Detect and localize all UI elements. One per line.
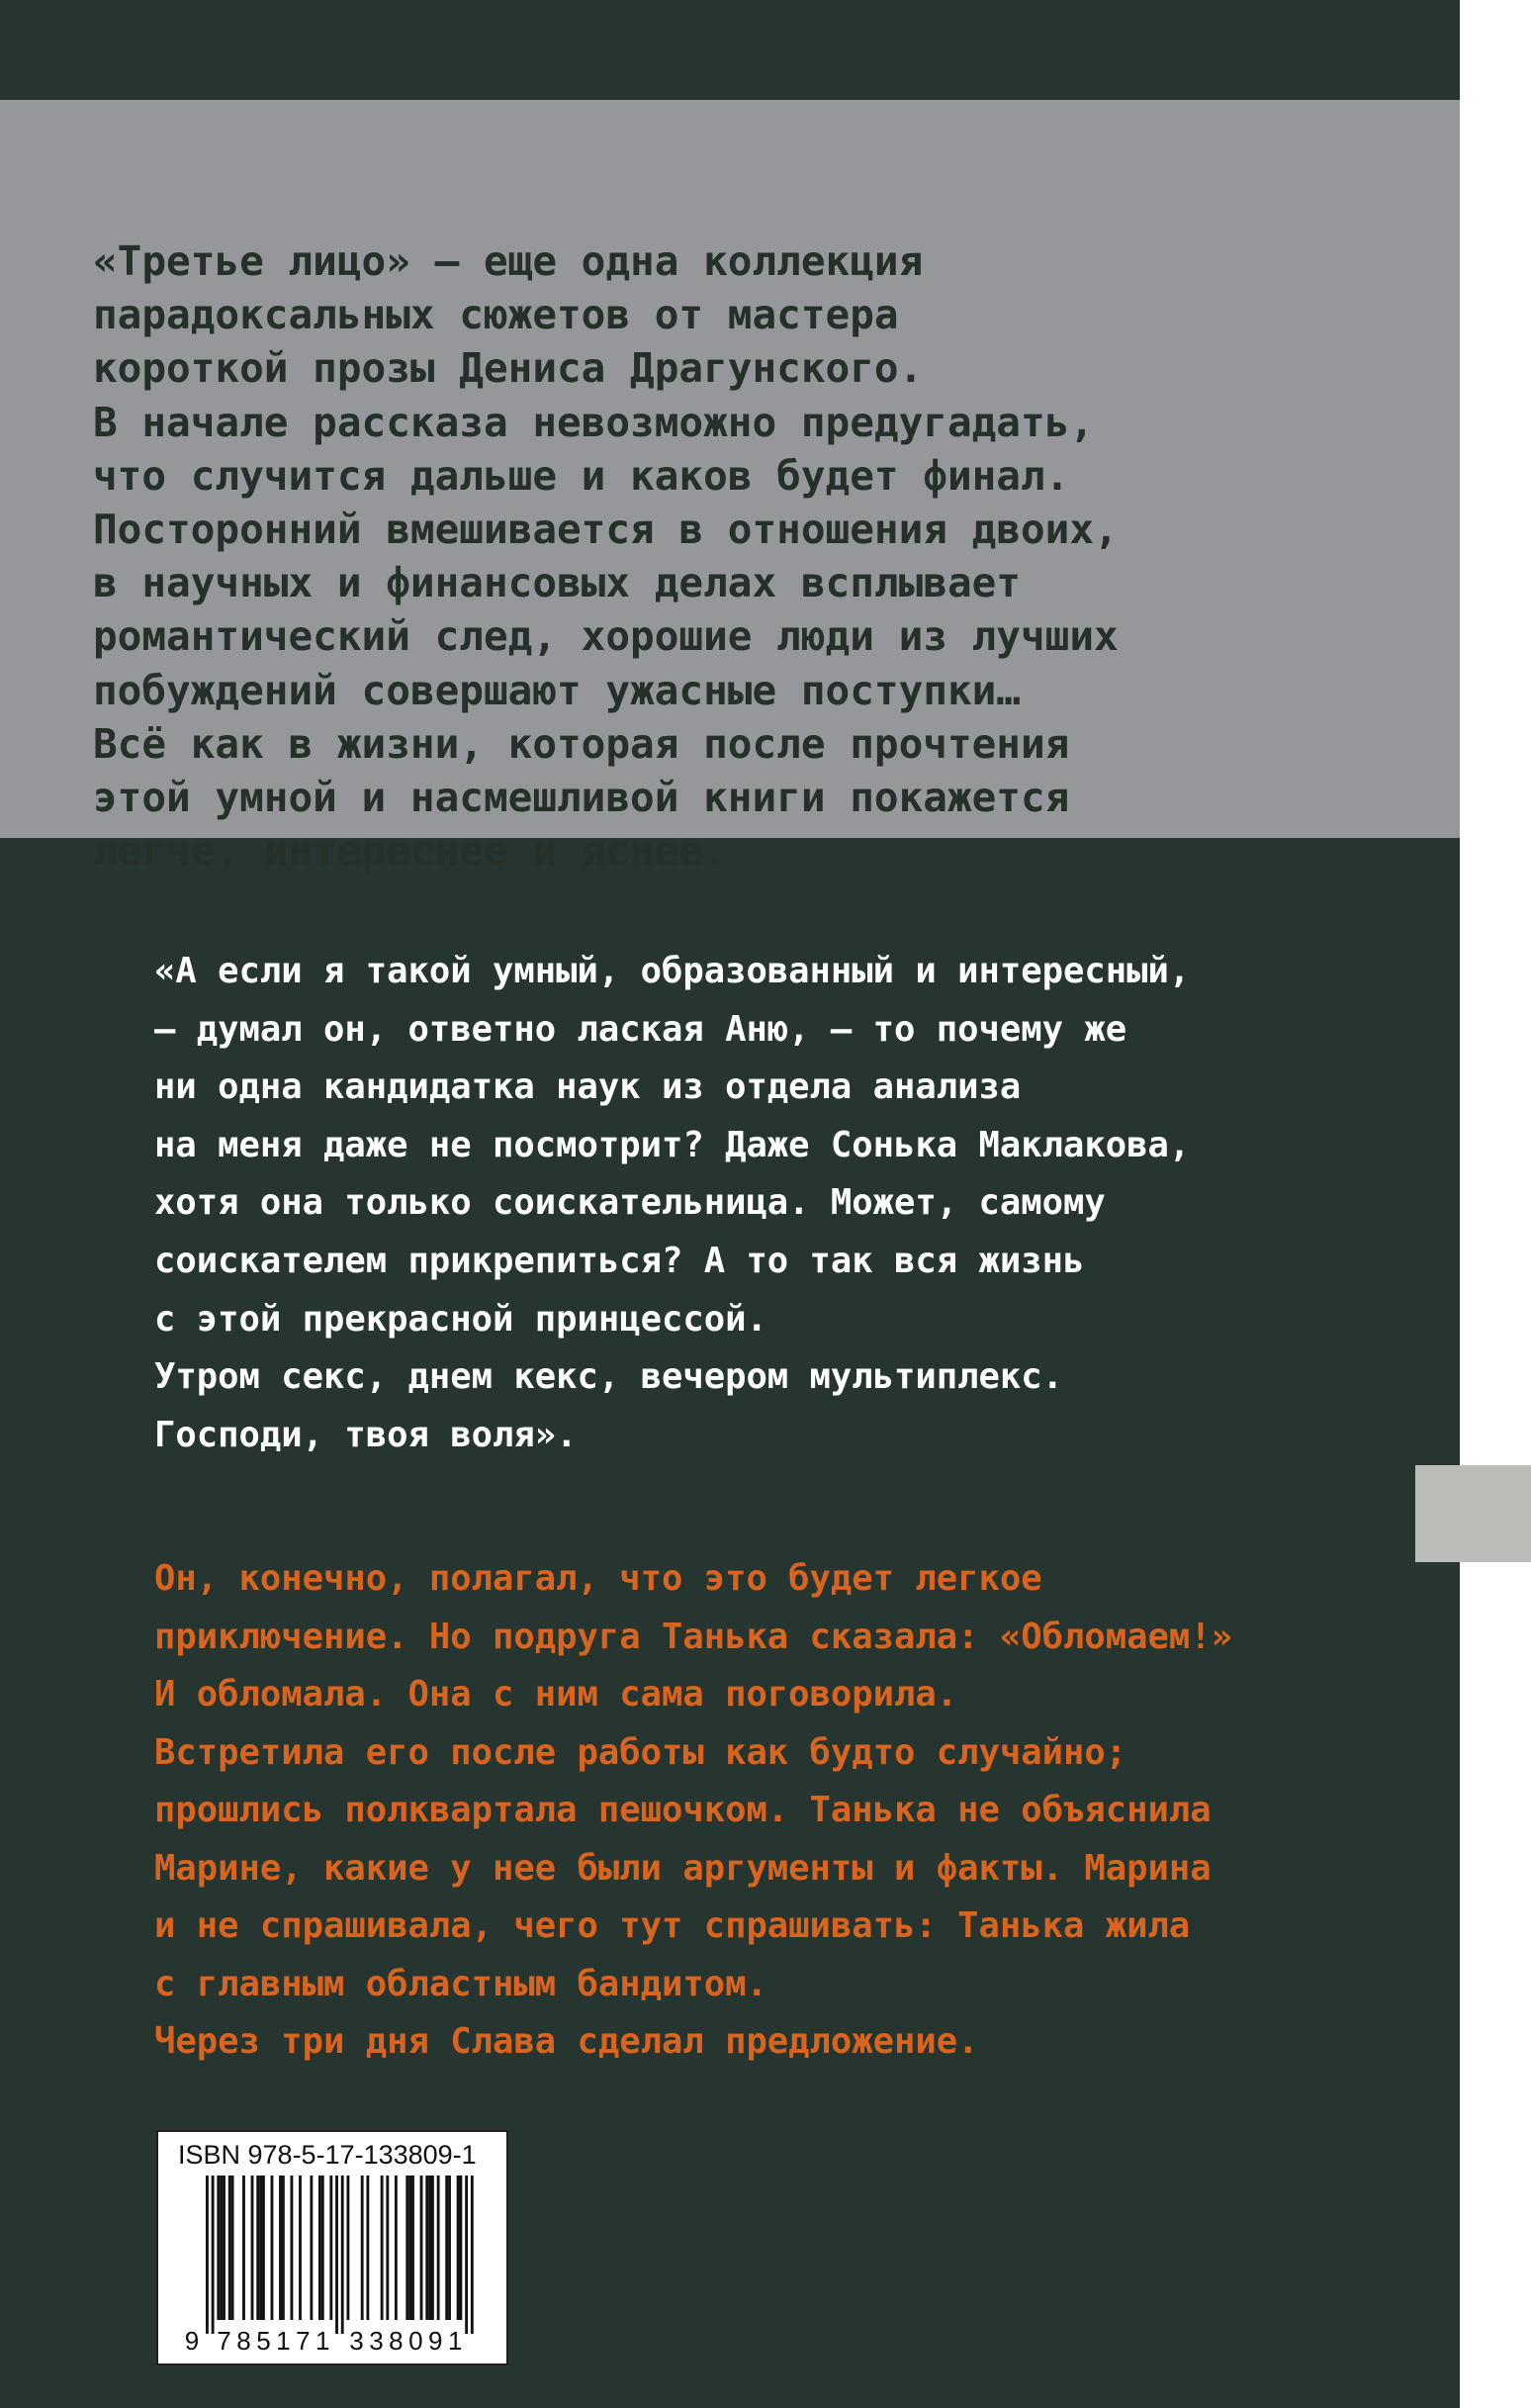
barcode-bar xyxy=(282,2176,285,2320)
barcode-bar xyxy=(212,2176,215,2334)
barcode-bar xyxy=(335,2176,338,2334)
excerpt-line: Марине, какие у нее были аргументы и факты. Марина xyxy=(154,1847,1212,1889)
excerpt-line: Он, конечно, полагал, что это будет легкое xyxy=(154,1558,1042,1599)
barcode-digit: 3 xyxy=(349,2326,364,2354)
barcode-bar xyxy=(428,2176,431,2320)
barcode-bar xyxy=(411,2176,414,2320)
excerpt-line: Через три дня Слава сделал предложение. xyxy=(154,2021,979,2062)
barcode-bar xyxy=(279,2176,282,2320)
barcode-bar xyxy=(457,2176,460,2320)
annotation-line: этой умной и насмешливой книги покажется xyxy=(93,774,1070,822)
barcode-bar xyxy=(262,2176,265,2320)
excerpt-line: Господи, твоя воля». xyxy=(154,1414,578,1455)
annotation-line: побуждений совершают ужасные поступки… xyxy=(93,666,1021,714)
barcode-digit: 3 xyxy=(369,2326,384,2354)
barcode-digit: 1 xyxy=(447,2326,463,2354)
excerpt-line: — думал он, ответно лаская Аню, — то почему же xyxy=(154,1008,1127,1050)
barcode-bar xyxy=(361,2176,364,2320)
barcode-bar xyxy=(251,2176,254,2320)
barcode-bar xyxy=(299,2176,302,2320)
annotation-line: Всё как в жизни, которая после прочтения xyxy=(93,719,1070,768)
barcode-bar xyxy=(448,2176,451,2320)
excerpt-line: «А если я такой умный, образованный и интересный, xyxy=(154,951,1191,991)
excerpt-white xyxy=(154,943,1190,1464)
annotation-line: что случится дальше и каков будет финал. xyxy=(93,451,1070,500)
annotation-line: короткой прозы Дениса Драгунского. xyxy=(93,344,924,393)
excerpt-line: хотя она только соискательница. Может, самому xyxy=(154,1182,1106,1224)
book-annotation xyxy=(93,234,1119,878)
excerpt-line: приключение. Но подруга Танька сказала: «Обломаем!» xyxy=(154,1616,1233,1657)
annotation-line: парадоксальных сюжетов от мастера xyxy=(93,291,899,339)
barcode-digit: 5 xyxy=(256,2326,271,2354)
barcode xyxy=(184,2176,481,2354)
barcode-bar xyxy=(465,2176,468,2334)
excerpt-line: Утром секс, днем кекс, вечером мультиплекс. xyxy=(154,1356,1064,1398)
barcode-bar xyxy=(291,2176,294,2320)
barcode-bar xyxy=(256,2176,259,2320)
barcode-bar xyxy=(381,2176,384,2320)
excerpt-line: ни одна кандидатка наук из отдела анализа xyxy=(154,1066,1022,1108)
excerpt-line: И обломала. Она с ним сама поговорила. xyxy=(154,1674,958,1714)
barcode-bar xyxy=(386,2176,389,2320)
annotation-line: легче, интереснее и яснее. xyxy=(93,827,728,876)
annotation-line: в научных и финансовых делах всплывает xyxy=(93,559,1021,607)
barcode-digit: 7 xyxy=(217,2326,231,2354)
excerpt-line: прошлись полквартала пешочком. Танька не объяснила xyxy=(154,1790,1212,1830)
barcode-digit: 7 xyxy=(296,2326,311,2354)
annotation-band xyxy=(0,100,1460,876)
annotation-line: «Третье лицо» — еще одна коллекция xyxy=(93,237,924,285)
barcode-digit: 0 xyxy=(408,2326,423,2354)
barcode-bar xyxy=(310,2176,313,2320)
barcode-bar xyxy=(341,2176,344,2334)
barcode-digit: 1 xyxy=(315,2326,330,2354)
excerpt-orange xyxy=(154,1550,1232,2072)
annotation-line: Посторонний вмешивается в отношения двоих, xyxy=(93,506,1119,554)
barcode-digit: 1 xyxy=(276,2326,291,2354)
barcode-bar xyxy=(206,2176,209,2334)
excerpt-line: с главным областным бандитом. xyxy=(154,1963,767,2004)
barcode-bar xyxy=(321,2176,324,2320)
barcode-digit: 9 xyxy=(184,2326,200,2354)
barcode-bar xyxy=(223,2176,225,2320)
barcode-bar xyxy=(471,2176,474,2334)
excerpt-line: соискателем прикрепиться? А то так вся жизнь xyxy=(154,1240,1085,1281)
isbn-barcode-box xyxy=(156,2130,508,2365)
barcode-digit: 8 xyxy=(236,2326,251,2354)
barcode-bar xyxy=(242,2176,245,2320)
barcode-digit: 8 xyxy=(389,2326,404,2354)
barcode-bar xyxy=(425,2176,428,2320)
barcode-bar xyxy=(318,2176,321,2320)
barcode-bar xyxy=(460,2176,463,2320)
annotation-line: В начале рассказа невозможно предугадать, xyxy=(93,398,1095,446)
annotation-line: романтический след, хорошие люди из лучших xyxy=(93,612,1119,661)
barcode-digit: 9 xyxy=(428,2326,443,2354)
barcode-bar xyxy=(437,2176,440,2320)
barcode-bar xyxy=(271,2176,274,2320)
barcode-bar xyxy=(347,2176,350,2320)
spine-tab xyxy=(1415,1465,1531,1562)
isbn-label: ISBN 978-5-17-133809-1 xyxy=(178,2140,477,2170)
barcode-bar xyxy=(431,2176,434,2320)
excerpt-line: Встретила его после работы как будто случайно; xyxy=(154,1731,1127,1773)
barcode-bar xyxy=(366,2176,369,2320)
barcode-bar xyxy=(220,2176,223,2320)
barcode-bar xyxy=(408,2176,411,2320)
barcode-bar xyxy=(217,2176,220,2320)
barcode-bar xyxy=(231,2176,234,2320)
excerpt-line: на меня даже не посмотрит? Даже Сонька Маклакова, xyxy=(154,1124,1191,1165)
barcode-bar xyxy=(259,2176,262,2320)
barcode-bar xyxy=(395,2176,398,2320)
barcode-bar xyxy=(228,2176,231,2320)
barcode-bar xyxy=(420,2176,423,2320)
barcode-bar xyxy=(445,2176,448,2320)
barcode-bar xyxy=(405,2176,408,2320)
excerpt-line: и не спрашивала, чего тут спрашивать: Танька жила xyxy=(154,1905,1191,1946)
excerpt-line: с этой прекрасной принцессой. xyxy=(154,1298,767,1340)
barcode-bar xyxy=(329,2176,332,2320)
